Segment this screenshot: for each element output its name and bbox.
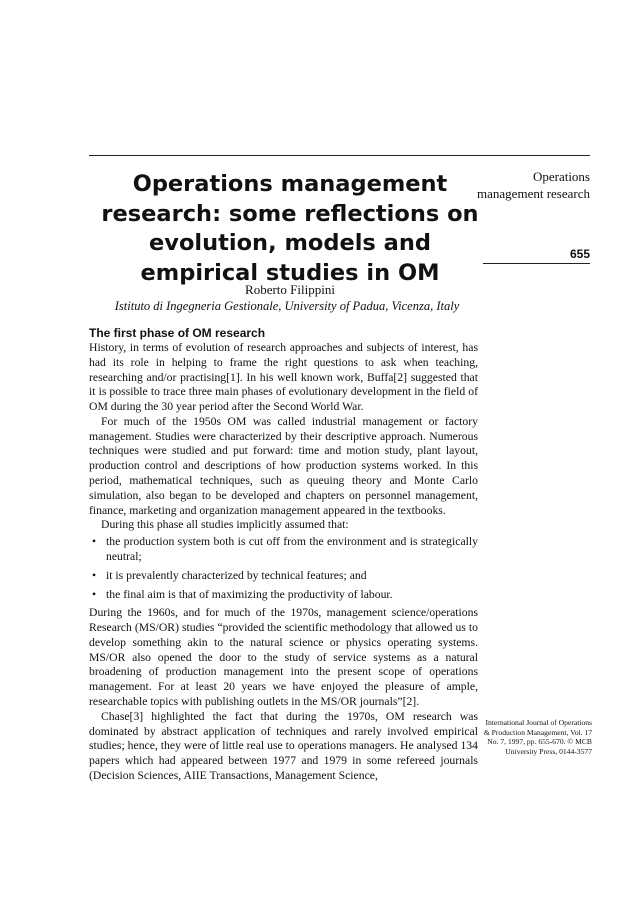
paragraph: Chase[3] highlighted the fact that during the 1970s, OM research was dominated by abstract application of techniques and rarely involved empirical studies; hence, they were of little real use to operations managers. He analysed 134 papers which had appeared between 1977 and 1979 in some refereed journals (Decision Sciences, AIIE Transactions, Management Science,	[89, 709, 478, 782]
section-heading: The first phase of OM research	[89, 326, 266, 340]
journal-section-label: Operations management research	[477, 169, 590, 201]
author-name: Roberto Filippini	[245, 282, 335, 297]
assumption-list	[89, 535, 478, 602]
author-affiliation: Istituto di Ingegneria Gestionale, University of Padua, Vicenza, Italy	[114, 299, 460, 313]
page-number: 655	[569, 247, 590, 261]
article-title: Operations management research: some reflections on evolution, models and empirical studies in OM	[101, 171, 479, 286]
paragraph: During the 1960s, and for much of the 1970s, management science/operations Research (MS/OR) studies “provided the scientific methodology that allowed us to develop something akin to the natural science or physics operating systems. MS/OR also opened the door to the study of service systems as a natural broadening of production management into the present scope of operations management. For at least 20 years we have enjoyed the pleasure of ample, researchable topics with publishing outlets in the MS/OR journals”[2].	[89, 606, 478, 708]
header-rule	[89, 155, 590, 156]
page-number-rule	[483, 263, 590, 264]
paragraph: During this phase all studies implicitly assumed that:	[101, 518, 349, 532]
paragraph: History, in terms of evolution of research approaches and subjects of interest, has had its role in helping to frame the right questions to ask when teaching, researching and/or practising[1]. In his well known work, Buffa[2] suggested that it is possible to trace three main phases of evolutionary development in the field of OM during the 30 year period after the Second World War.	[89, 341, 478, 414]
article-body	[89, 326, 478, 784]
list-item: • the production system both is cut off from the environment and is strategically neutral;	[89, 535, 478, 565]
list-item: • it is prevalently characterized by technical features; and	[89, 569, 478, 584]
paragraph: For much of the 1950s OM was called industrial management or factory management. Studies were characterized by their descriptive approach. Numerous techniques were studied and put forward: time and motion study, plant layout, production control and descriptions of how production systems worked. In this period, mathematical techniques, such as queuing theory and Monte Carlo simulation, also began to be developed and chapters on personnel management, finance, marketing and organization management appeared in the textbooks.	[89, 414, 478, 517]
journal-citation: International Journal of Operations & Production Management, Vol. 17 No. 7, 1997, pp. 655-670. © MCB University Press, 0144-3577	[483, 718, 592, 757]
list-item: • the final aim is that of maximizing the productivity of labour.	[89, 588, 478, 603]
